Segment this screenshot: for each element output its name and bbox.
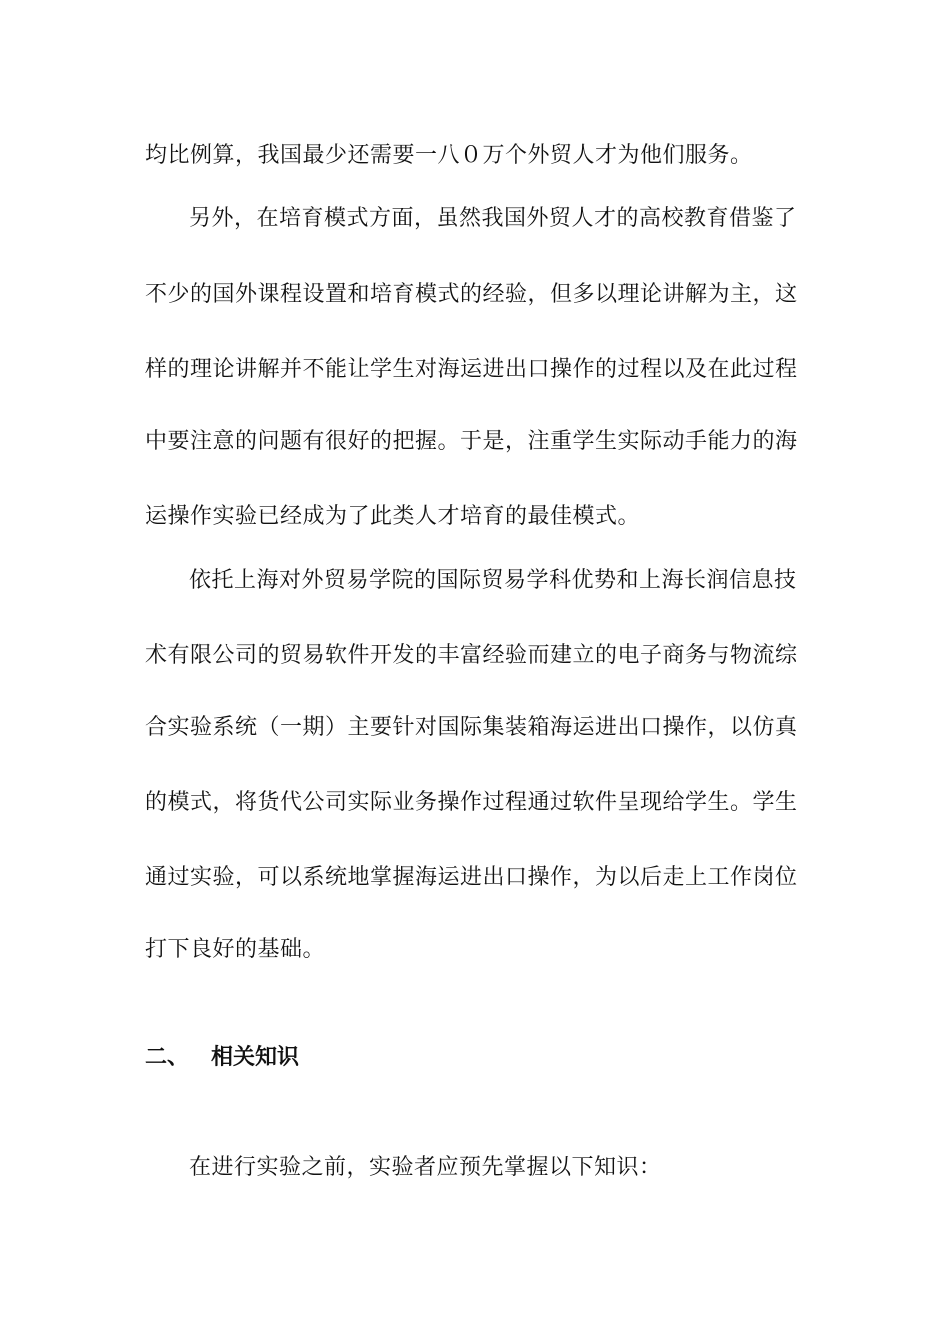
section-number: 二、 [145, 1045, 190, 1070]
intro-line: 在进行实验之前，实验者应预先掌握以下知识： [189, 1155, 662, 1180]
text-line-3: 不少的国外课程设置和培育模式的经验，但多以理论讲解为主，这 [145, 282, 798, 307]
section-heading [145, 1040, 299, 1071]
text-line-11: 通过实验，可以系统地掌握海运进出口操作，为以后走上工作岗位 [145, 865, 798, 890]
section-title: 相关知识 [211, 1045, 300, 1070]
text-line-12: 打下良好的基础。 [145, 937, 326, 962]
text-line-4: 样的理论讲解并不能让学生对海运进出口操作的过程以及在此过程 [145, 357, 798, 382]
text-line-2: 另外，在培育模式方面，虽然我国外贸人才的高校教育借鉴了 [189, 206, 797, 231]
text-line-1: 均比例算，我国最少还需要一八０万个外贸人才为他们服务。 [145, 143, 753, 168]
text-line-8: 术有限公司的贸易软件开发的丰富经验而建立的电子商务与物流综 [145, 643, 798, 668]
text-line-10: 的模式，将货代公司实际业务操作过程通过软件呈现给学生。学生 [145, 790, 798, 815]
text-line-6: 运操作实验已经成为了此类人才培育的最佳模式。 [145, 504, 641, 529]
text-line-5: 中要注意的问题有很好的把握。于是，注重学生实际动手能力的海 [145, 429, 798, 454]
text-line-7: 依托上海对外贸易学院的国际贸易学科优势和上海长润信息技 [189, 568, 797, 593]
text-line-9: 合实验系统（一期）主要针对国际集装箱海运进出口操作，以仿真 [145, 715, 798, 740]
